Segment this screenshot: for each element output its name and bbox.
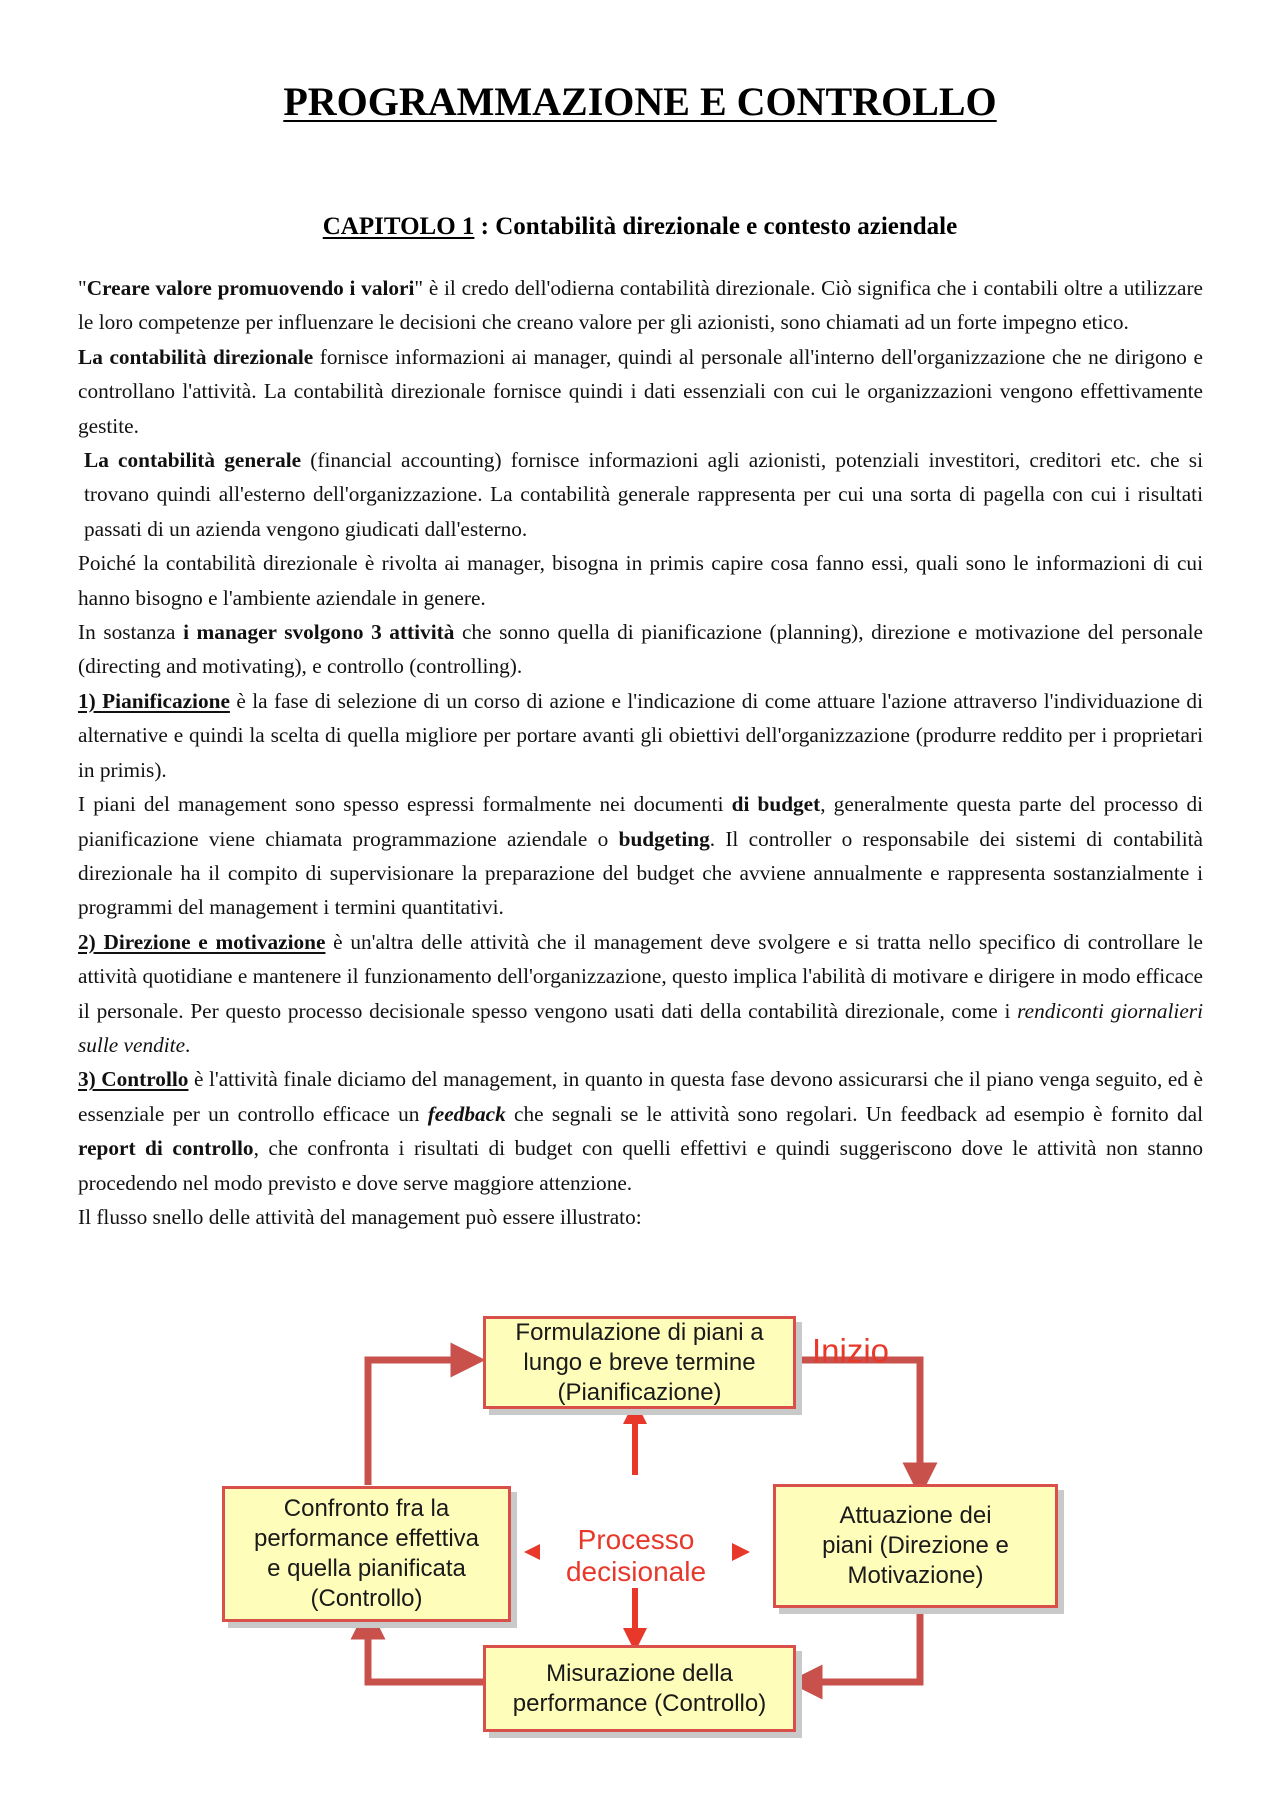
chapter-title: Contabilità direzionale e contesto aziendale — [495, 213, 958, 240]
arrow-top-to-right — [797, 1360, 920, 1480]
paragraph-contabilita-direzionale — [78, 340, 1203, 443]
bold-phrase: Creare valore promuovendo i valori — [86, 276, 415, 300]
paragraph-text: è il credo dell'odierna contabilità direzionale. Ciò significa che i contabili oltre a utilizzare le loro competenze per influenzare le decisioni che creano valore per gli azionisti, sono chiamati ad un forte impegno etico. — [78, 276, 1203, 335]
paragraph-text: In sostanza — [78, 620, 184, 645]
paragraph-contabilita-generale — [78, 443, 1203, 546]
bold-phrase: La contabilità direzionale — [78, 344, 314, 369]
box-misurazione — [483, 1645, 796, 1732]
paragraph-pianificazione — [78, 684, 1203, 787]
management-cycle-diagram — [0, 1300, 1280, 1780]
section-heading-controllo: 3) Controllo — [78, 1067, 189, 1092]
arrow-left-to-top — [368, 1360, 468, 1485]
arrow-bottom-to-left — [368, 1622, 483, 1682]
paragraph-text: , che confronta i risultati di budget con quelli effettivi e quindi suggeriscono dove le attività non stanno procedendo nel modo previsto e dove serve maggiore attenzione. — [78, 1136, 1203, 1195]
quote-mark: " — [414, 276, 424, 300]
paragraph-text: fornisce informazioni ai manager, quindi al personale all'interno dell'organizzazione che ne dirigono e controllano l'attività. La contabilità direzionale fornisce quindi i dati essenziali con cui le organizzazioni vengono effettivamente gestite. — [78, 344, 1203, 438]
paragraph-text: . Il controller o responsabile dei sistemi di contabilità direzionale ha il compito di supervisionare la preparazione del budget che avviene annualmente e rappresenta sostanzialmente i programmi del management i termini quantitativi. — [78, 826, 1203, 920]
chapter-label: CAPITOLO 1 — [322, 213, 475, 240]
box-misurazione-text: Misurazione della performance (Controllo) — [512, 1659, 767, 1717]
body-text — [78, 271, 1203, 1234]
paragraph-text: Il flusso snello delle attività del management può essere illustrato: — [78, 1204, 642, 1229]
arrow-right-to-bottom — [805, 1608, 920, 1682]
paragraph-text: è un'altra delle attività che il management deve svolgere e si tratta nello specifico di controllare le attività quotidiane e mantenere il funzionamento dell'organizzazione, questo implica l'abilità di motivare e dirigere in modo efficace il personale. Per questo processo decisionale spesso vengono usati dati della contabilità direzionale, come i — [78, 929, 1204, 1023]
paragraph-budget — [78, 787, 1203, 925]
box-direzione-motivazione — [773, 1484, 1058, 1608]
paragraph-text: Poiché la contabilità direzionale è rivolta ai manager, bisogna in primis capire cosa fanno essi, quali sono le informazioni di cui hanno bisogno e l'ambiente aziendale in genere. — [78, 551, 1203, 610]
box-confronto-text: Confronto fra la performance effettiva e quella pianificata (Controllo) — [253, 1495, 479, 1612]
paragraph-text: I piani del management sono spesso espressi formalmente nei documenti — [78, 792, 732, 817]
paragraph-three-activities — [78, 615, 1203, 684]
paragraph-text: che segnali se le attività sono regolari. Un feedback ad esempio è fornito dal — [505, 1101, 1204, 1126]
bold-phrase: report di controllo — [78, 1136, 254, 1161]
bold-phrase: budgeting — [618, 826, 710, 851]
paragraph-text: che sonno quella di pianificazione (planning), direzione e motivazione del personale (directing and motivating), e controllo (controlling). — [78, 620, 1204, 679]
paragraph-text: . — [185, 1032, 191, 1057]
paragraph-text: è la fase di selezione di un corso di azione e l'indicazione di come attuare l'azione attraverso l'individuazione di alternative e quindi la scelta di quella migliore per portare avanti gli obiettivi dell'organizzazione (produrre reddito per i proprietari in primis). — [78, 688, 1203, 782]
chapter-heading — [0, 212, 1280, 242]
box-pianificazione-text: Formulazione di piani a lungo e breve termine (Pianificazione) — [515, 1318, 764, 1406]
paragraph-text: , generalmente questa parte del processo di pianificazione viene chiamata programmazione aziendale o — [78, 792, 1204, 851]
paragraph-controllo — [78, 1062, 1203, 1200]
bold-phrase: La contabilità generale — [84, 448, 302, 473]
label-processo-decisionale: Processo decisionale — [540, 1524, 732, 1588]
paragraph-direzione — [78, 925, 1203, 1063]
box-direzione-text: Attuazione dei piani (Direzione e Motivazione) — [822, 1502, 1009, 1589]
paragraph-flusso — [78, 1200, 1203, 1234]
chapter-separator: : — [474, 213, 496, 240]
section-heading-direzione: 2) Direzione e motivazione — [78, 929, 326, 954]
paragraph-creare-valore — [78, 271, 1203, 340]
section-heading-pianificazione: 1) Pianificazione — [78, 688, 230, 713]
paragraph-text: è l'attività finale diciamo del management, in quanto in questa fase devono assicurarsi che il piano venga seguito, ed è essenziale per un controllo efficace un — [78, 1067, 1203, 1126]
box-pianificazione — [483, 1316, 796, 1409]
bold-phrase: di budget — [731, 792, 821, 817]
quote-mark: " — [78, 276, 87, 300]
bold-italic-phrase: feedback — [427, 1101, 506, 1126]
box-confronto — [222, 1486, 511, 1622]
document-title: PROGRAMMAZIONE E CONTROLLO — [283, 79, 997, 124]
paragraph-manager-role — [78, 546, 1203, 615]
bold-phrase: i manager svolgono 3 attività — [183, 620, 455, 645]
label-inizio: Inizio — [812, 1332, 890, 1369]
italic-phrase: rendiconti giornalieri sulle vendite — [78, 998, 1203, 1057]
paragraph-text: (financial accounting) fornisce informazioni agli azionisti, potenziali investitori, creditori etc. che si trovano quindi all'esterno dell'organizzazione. La contabilità generale rappresenta per cui una sorta di pagella con cui i risultati passati di un azienda vengono giudicati dall'esterno. — [84, 448, 1203, 541]
